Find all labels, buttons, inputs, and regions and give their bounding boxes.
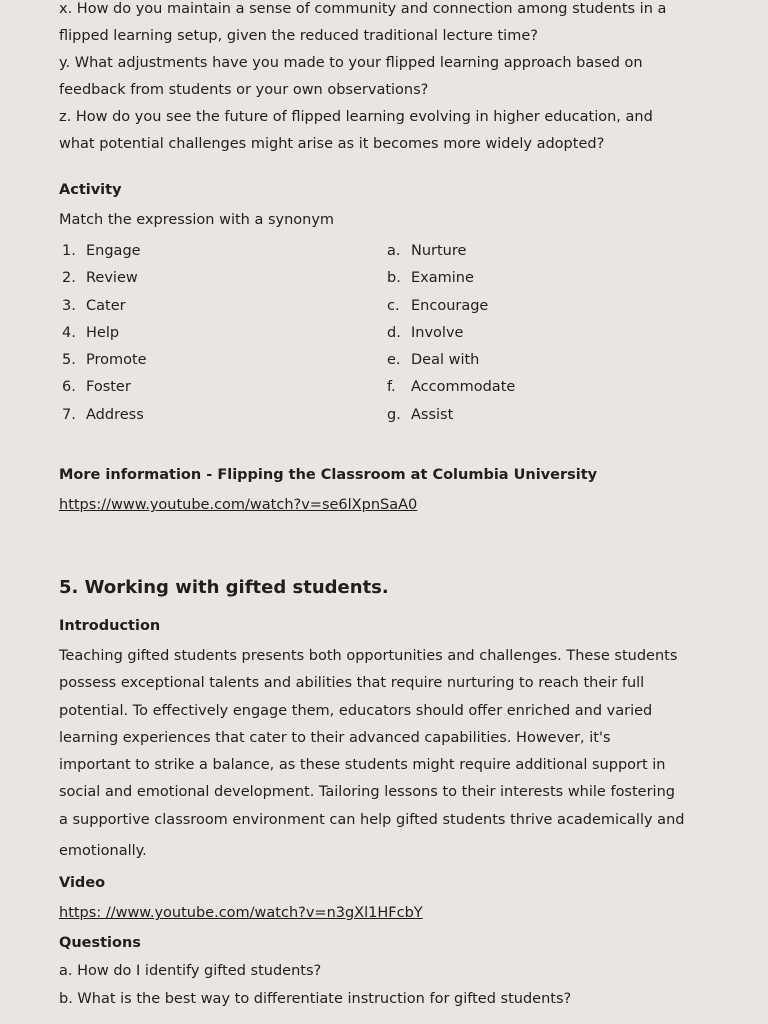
match-left-item: 1. Engage [62, 243, 141, 259]
question-z-line2: what potential challenges might arise as it becomes more widely adopted? [59, 136, 605, 152]
question-a: a. How do I identify gifted students? [59, 963, 322, 979]
match-right-item: a. Nurture [387, 243, 467, 259]
columbia-video-link[interactable]: https://www.youtube.com/watch?v=se6lXpnSaA0 [59, 497, 418, 513]
video-heading: Video [59, 875, 106, 891]
match-left-item: 6. Foster [62, 379, 131, 395]
intro-paragraph-line: learning experiences that cater to their advanced capabilities. However, it's [59, 730, 611, 746]
match-left-item: 3. Cater [62, 298, 126, 314]
question-x-line1: x. How do you maintain a sense of community and connection among students in a [59, 1, 667, 17]
intro-paragraph-line: Teaching gifted students presents both opportunities and challenges. These students [59, 648, 678, 664]
match-right-item: e. Deal with [387, 352, 480, 368]
more-info-heading: More information - Flipping the Classroom at Columbia University [59, 467, 598, 483]
question-z-line1: z. How do you see the future of flipped learning evolving in higher education, and [59, 109, 653, 125]
match-left-item: 2. Review [62, 270, 138, 286]
intro-paragraph-line: important to strike a balance, as these students might require additional support in [59, 757, 666, 773]
intro-paragraph-line: social and emotional development. Tailoring lessons to their interests while fostering [59, 784, 675, 800]
intro-paragraph-line: emotionally. [59, 843, 147, 859]
activity-heading: Activity [59, 182, 122, 198]
intro-paragraph-line: a supportive classroom environment can help gifted students thrive academically and [59, 812, 685, 828]
gifted-video-link[interactable]: https: //www.youtube.com/watch?v=n3gXl1HFcbY [59, 905, 423, 921]
question-b: b. What is the best way to differentiate instruction for gifted students? [59, 991, 572, 1007]
question-y-line2: feedback from students or your own observations? [59, 82, 429, 98]
section-title: 5. Working with gifted students. [59, 577, 389, 598]
match-right-item: b. Examine [387, 270, 474, 286]
match-right-item: g. Assist [387, 407, 454, 423]
match-right-item: c. Encourage [387, 298, 489, 314]
match-right-item: f. Accommodate [387, 379, 516, 395]
introduction-heading: Introduction [59, 618, 161, 634]
question-y-line1: y. What adjustments have you made to your flipped learning approach based on [59, 55, 643, 71]
questions-heading: Questions [59, 935, 141, 951]
intro-paragraph-line: potential. To effectively engage them, educators should offer enriched and varied [59, 703, 653, 719]
match-left-item: 5. Promote [62, 352, 147, 368]
question-x-line2: flipped learning setup, given the reduced traditional lecture time? [59, 28, 538, 44]
match-left-item: 7. Address [62, 407, 144, 423]
activity-instruction: Match the expression with a synonym [59, 212, 335, 228]
match-left-item: 4. Help [62, 325, 120, 341]
intro-paragraph-line: possess exceptional talents and abilities that require nurturing to reach their full [59, 675, 645, 691]
match-right-item: d. Involve [387, 325, 464, 341]
